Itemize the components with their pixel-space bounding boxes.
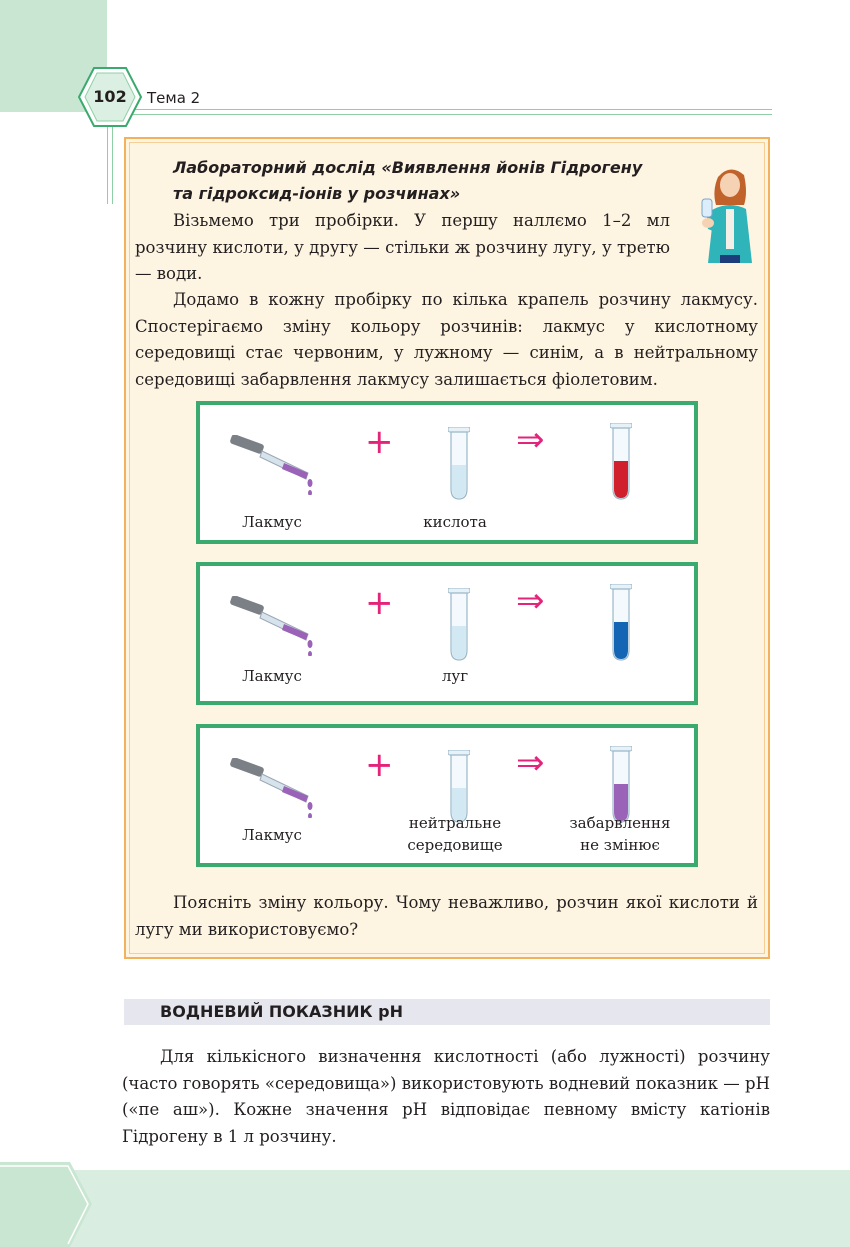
experiment-base [196, 562, 698, 705]
dropper-icon [228, 435, 318, 495]
substance-label [380, 812, 530, 856]
plus-sign: + [365, 583, 394, 623]
substance-label-line1: нейтральне [408, 814, 502, 832]
arrow-sign: ⇒ [516, 420, 545, 460]
test-tube-icon [610, 423, 632, 501]
plus-sign: + [365, 745, 394, 785]
footer-decoration [0, 1160, 850, 1247]
substance-label-line2: середовище [407, 836, 503, 854]
result-label-line2: не змінює [580, 836, 660, 854]
header-rule [130, 109, 772, 115]
dropper-icon [228, 758, 318, 818]
test-tube-icon [610, 584, 632, 662]
section-title: ВОДНЕВИЙ ПОКАЗНИК pH [160, 1002, 404, 1021]
plus-sign: + [365, 422, 394, 462]
section-paragraph: Для кількісного визначення кислотності (або лужності) розчину (часто говорять «середовища») використовують водневий показник — pH («пе аш»). Кожне значення pH відповідає певному вмісту катіонів Гідрогену в 1 л розчину. [122, 1047, 770, 1146]
experiment-neutral [196, 724, 698, 867]
substance-label: кислота [423, 513, 487, 531]
topic-label: Тема 2 [147, 89, 201, 107]
experiment-acid [196, 401, 698, 544]
test-tube-icon [448, 588, 470, 662]
page-number: 102 [93, 87, 127, 106]
lab-question: Поясніть зміну кольору. Чому неважливо, розчин якої кислоти й лугу ми використовуємо? [135, 893, 758, 939]
teacher-illustration-icon [700, 163, 760, 263]
lab-title [173, 155, 663, 207]
indicator-label: Лакмус [242, 667, 302, 685]
result-label [550, 812, 690, 856]
test-tube-icon [448, 427, 470, 501]
indicator-label: Лакмус [242, 826, 302, 844]
arrow-sign: ⇒ [516, 743, 545, 783]
page-number-badge [78, 66, 142, 128]
indicator-label: Лакмус [242, 513, 302, 531]
result-label-line1: забарвлення [569, 814, 671, 832]
dropper-icon [228, 596, 318, 656]
lab-title-line2: та гідроксид-іонів у розчинах» [173, 184, 461, 203]
arrow-sign: ⇒ [516, 581, 545, 621]
lab-title-line1: Лабораторний дослід «Виявлення йонів Гідрогену [173, 158, 643, 177]
substance-label: луг [441, 667, 469, 685]
lab-paragraph-1: Візьмемо три пробірки. У першу наллємо 1–2 мл розчину кислоти, у другу — стільки ж розчину лугу, у третю — води. [135, 211, 670, 283]
lab-paragraph-2: Додамо в кожну пробірку по кілька крапель розчину лакмусу. Спостерігаємо зміну кольору розчинів: лакмус у кислотному середовищі стає червоним, у лужному — синім, а в нейтральному середовищі забарвлення лакмусу залишається фіолетовим. [135, 290, 758, 389]
